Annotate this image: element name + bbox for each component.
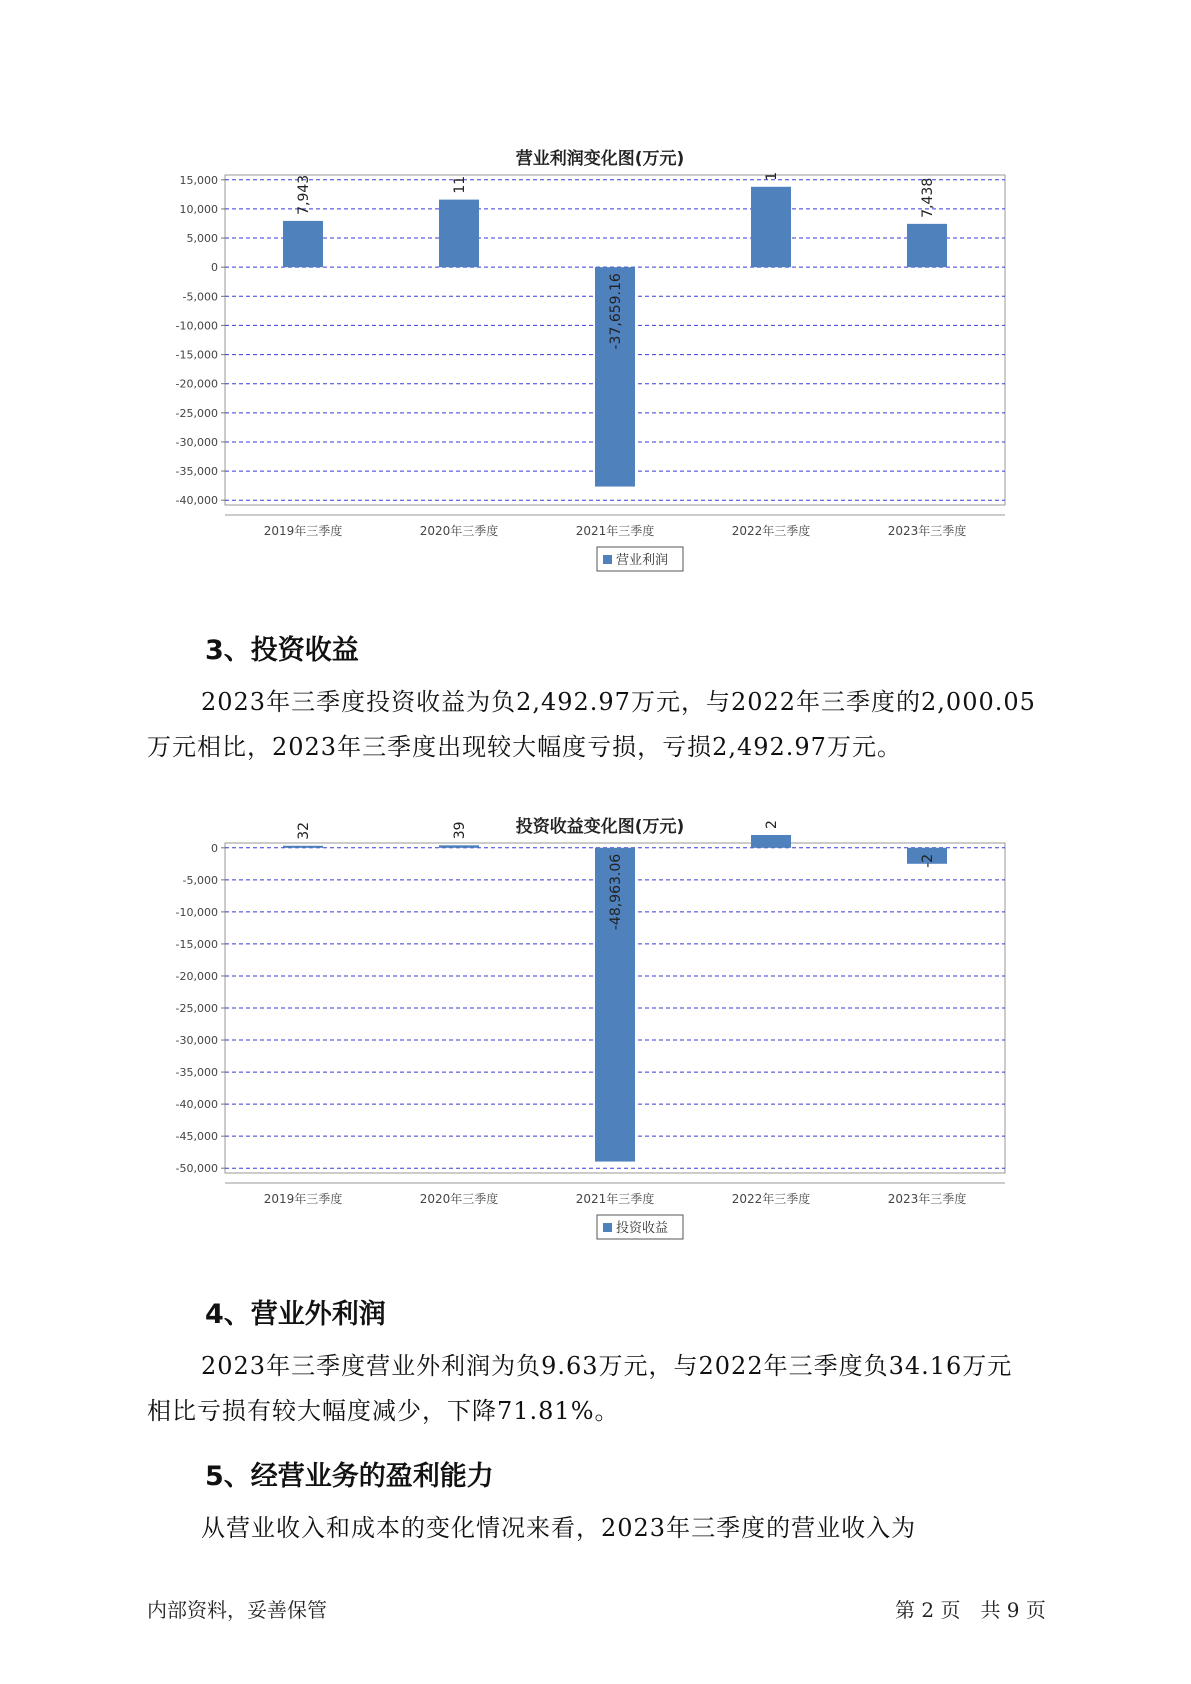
data-label: 2 — [764, 820, 780, 829]
section-heading-investment-income: 3、投资收益 — [205, 635, 359, 666]
y-tick-label: -20,000 — [175, 377, 218, 391]
paragraph-line: 相比亏损有较大幅度减少，下降71.81%。 — [147, 1397, 620, 1425]
x-tick-label: 2019年三季度 — [263, 1192, 343, 1206]
y-tick-label: -50,000 — [175, 1162, 218, 1176]
x-tick-label: 2021年三季度 — [575, 1192, 655, 1206]
paragraph-line: 2023年三季度投资收益为负2,492.97万元，与2022年三季度的2,000.05 — [201, 688, 1036, 716]
y-tick-label: -15,000 — [175, 937, 218, 951]
x-tick-label: 2023年三季度 — [887, 1192, 967, 1206]
footer-left: 内部资料，妥善保管 — [147, 1598, 327, 1622]
y-tick-label: 5,000 — [186, 232, 218, 246]
footer-page-number: 第 2 页 共 9 页 — [895, 1598, 1046, 1622]
paragraph-line: 万元相比，2023年三季度出现较大幅度亏损，亏损2,492.97万元。 — [147, 733, 902, 761]
y-tick-label: -35,000 — [175, 465, 218, 479]
legend-label: 营业利润 — [616, 553, 669, 568]
y-tick-label: 15,000 — [179, 173, 218, 187]
data-label: 32 — [296, 821, 312, 840]
bar — [283, 221, 323, 267]
y-tick-label: -20,000 — [175, 969, 218, 983]
operating-profit-svg — [170, 170, 1030, 590]
x-tick-label: 2019年三季度 — [263, 524, 343, 538]
bar — [751, 835, 791, 848]
data-label: 7,943 — [296, 174, 312, 215]
x-tick-label: 2020年三季度 — [419, 524, 499, 538]
chart-title: 投资收益变化图(万元) — [515, 817, 685, 837]
investment-income-chart — [170, 808, 1030, 1258]
bar — [439, 200, 479, 268]
paragraph-investment-income — [147, 680, 1077, 770]
section-heading-non-operating-profit: 4、营业外利润 — [205, 1299, 386, 1330]
legend-swatch — [603, 555, 612, 564]
y-tick-label: -45,000 — [175, 1130, 218, 1144]
data-label: 7,438 — [920, 177, 936, 218]
bar — [751, 187, 791, 267]
y-tick-label: -15,000 — [175, 348, 218, 362]
y-tick-label: -35,000 — [175, 1066, 218, 1080]
section-heading-profitability: 5、经营业务的盈利能力 — [205, 1461, 494, 1492]
data-label: 39 — [452, 821, 468, 840]
bar — [439, 845, 479, 847]
data-label: -37,659.16 — [608, 273, 624, 350]
y-tick-label: 10,000 — [179, 202, 218, 216]
y-tick-label: -40,000 — [175, 494, 218, 508]
legend-label: 投资收益 — [616, 1221, 669, 1236]
y-tick-label: -30,000 — [175, 1034, 218, 1048]
x-tick-label: 2020年三季度 — [419, 1192, 499, 1206]
y-tick-label: -30,000 — [175, 435, 218, 449]
y-tick-label: -5,000 — [182, 290, 218, 304]
data-label: -48,963.06 — [608, 853, 624, 931]
paragraph-non-operating-profit — [147, 1344, 1077, 1434]
bar — [907, 224, 947, 267]
x-tick-label: 2022年三季度 — [731, 524, 811, 538]
y-tick-label: 0 — [211, 261, 218, 275]
y-tick-label: -10,000 — [175, 905, 218, 919]
x-tick-label: 2022年三季度 — [731, 1192, 811, 1206]
chart-title: 营业利润变化图(万元) — [515, 149, 685, 169]
y-tick-label: -25,000 — [175, 406, 218, 420]
y-tick-label: -40,000 — [175, 1098, 218, 1112]
legend-swatch — [603, 1223, 612, 1232]
data-label: 11 — [452, 175, 468, 194]
paragraph-line: 2023年三季度营业外利润为负9.63万元，与2022年三季度负34.16万元 — [201, 1352, 1013, 1380]
x-tick-label: 2021年三季度 — [575, 524, 655, 538]
operating-profit-chart — [170, 140, 1030, 590]
y-tick-label: 0 — [211, 841, 218, 855]
y-tick-label: -10,000 — [175, 319, 218, 333]
data-label: 1 — [764, 171, 780, 181]
paragraph-line: 从营业收入和成本的变化情况来看，2023年三季度的营业收入为 — [201, 1514, 917, 1542]
paragraph-profitability — [147, 1506, 1077, 1551]
data-label: -2 — [920, 853, 936, 868]
y-tick-label: -5,000 — [182, 873, 218, 887]
y-tick-label: -25,000 — [175, 1002, 218, 1015]
bar — [283, 846, 323, 848]
x-tick-label: 2023年三季度 — [887, 524, 967, 538]
